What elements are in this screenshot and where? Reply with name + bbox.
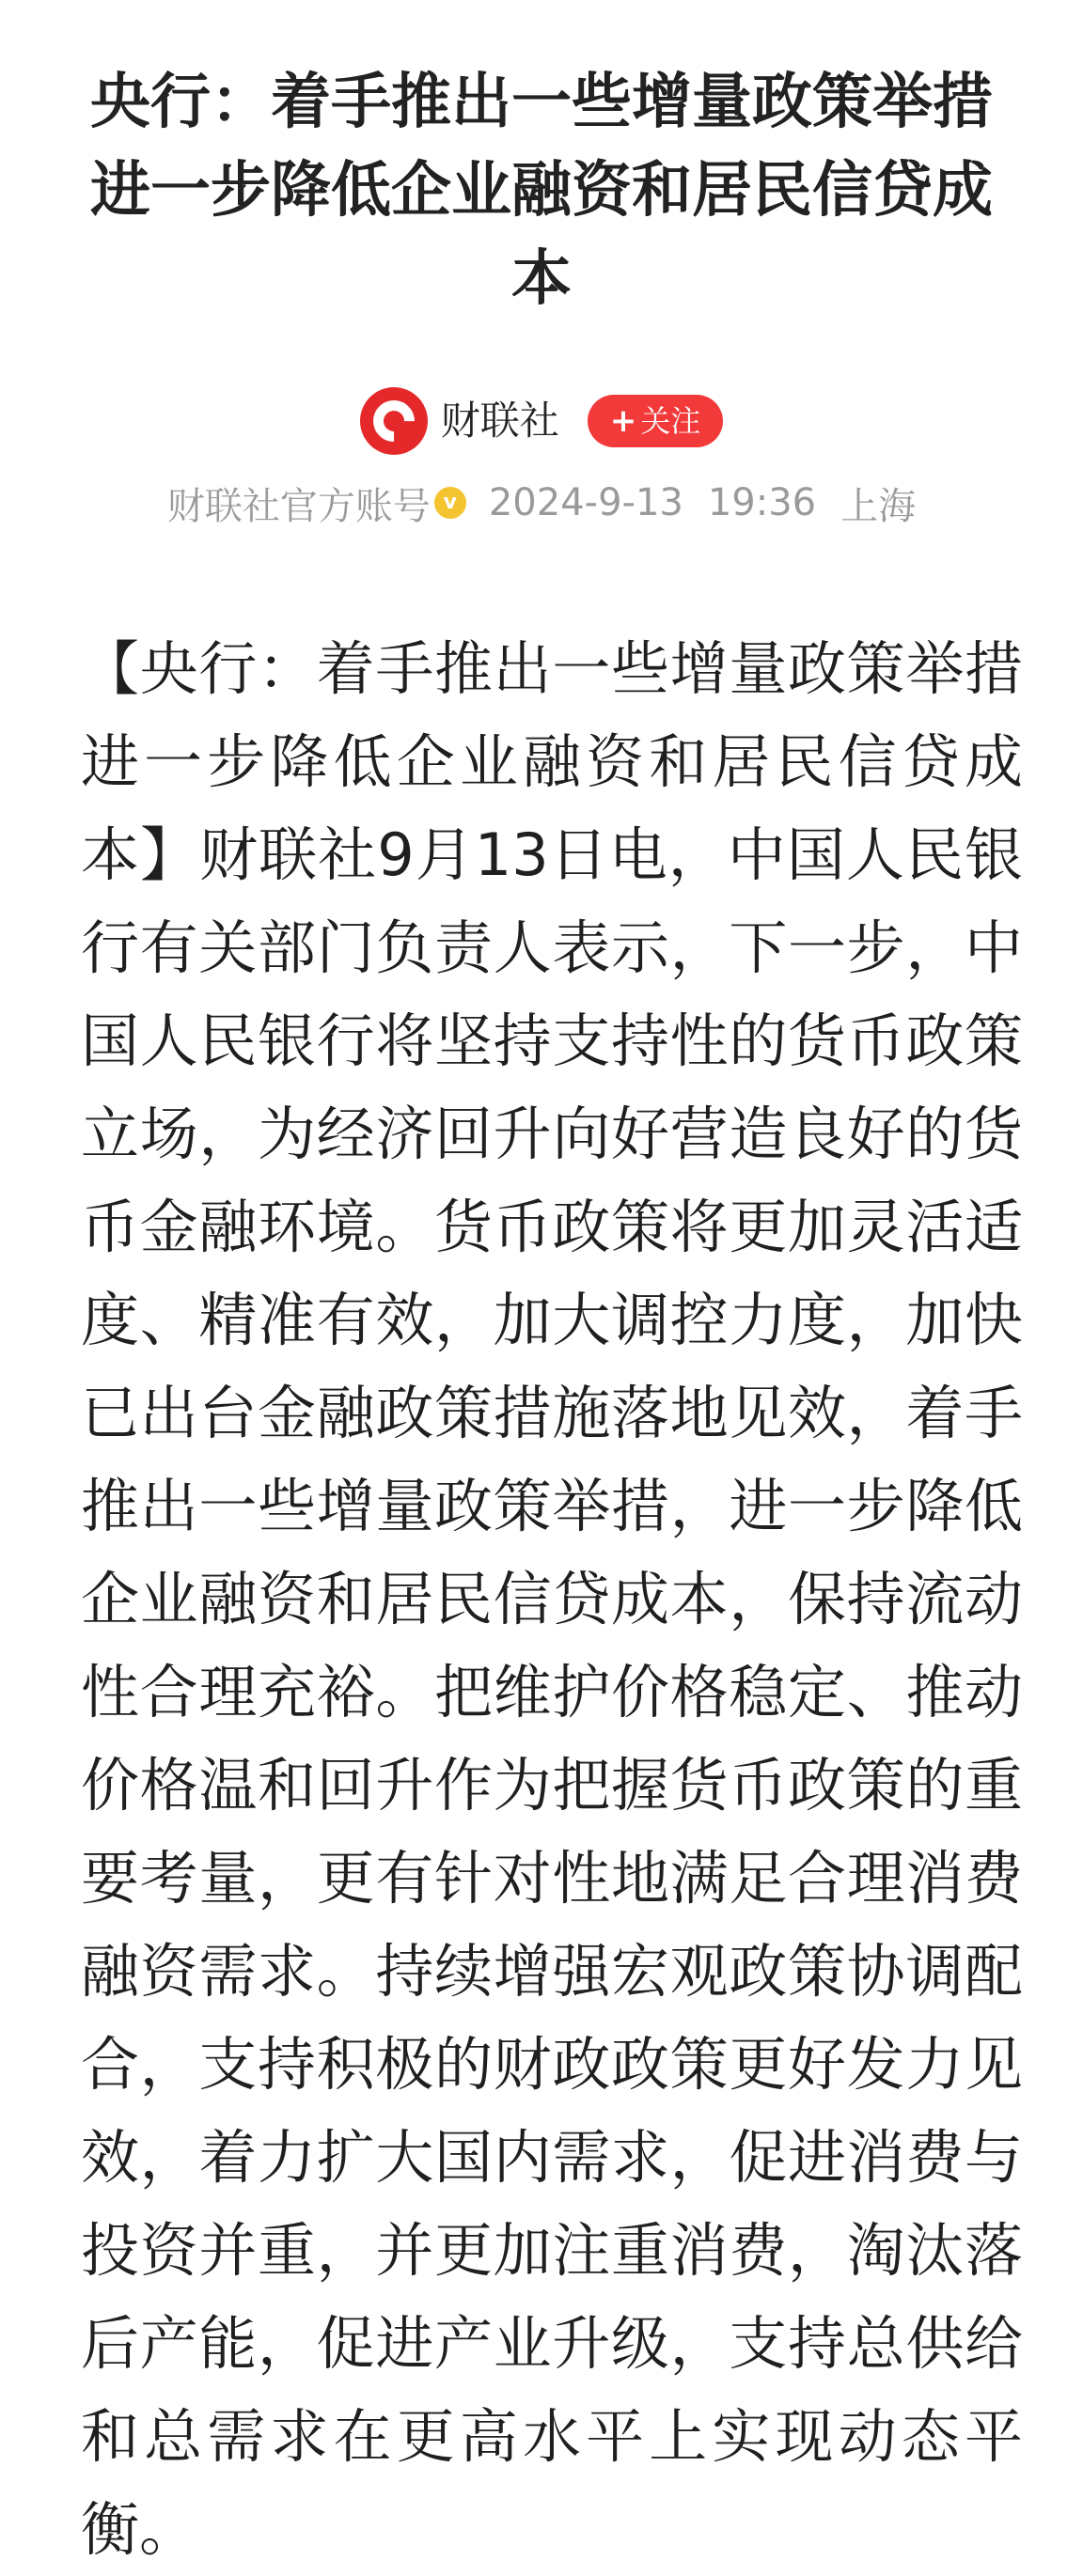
source-row	[0, 385, 1083, 457]
article-meta	[0, 475, 1083, 531]
source-name[interactable]: 财联社	[440, 398, 559, 444]
publish-location: 上海	[840, 484, 917, 528]
article-title: 央行：着手推出一些增量政策举措进一步降低企业融资和居民信贷成本	[90, 68, 993, 314]
article-body: 【央行：着手推出一些增量政策举措进一步降低企业融资和居民信贷成本】财联社9月13日电，中国人民银行有关部门负责人表示，下一步，中国人民银行将坚持支持性的货币政策立场，为经济回升向好营造良好的货币金融环境。货币政策将更加灵活适度、精准有效，加大调控力度，加快已出台金融政策措施落地见效，着手推出一些增量政策举措，进一步降低企业融资和居民信贷成本，保持流动性合理充裕。把维护价格稳定、推动价格温和回升作为把握货币政策的重要考量，更有针对性地满足合理消费融资需求。持续增强宏观政策协调配合，支持积极的财政政策更好发力见效，着力扩大国内需求，促进消费与投资并重，并更加注重消费，淘汰落后产能，促进产业升级，支持总供给和总需求在更高水平上实现动态平衡。	[81, 634, 1023, 2564]
publish-time: 19:36	[707, 481, 817, 524]
follow-button[interactable]	[588, 395, 724, 447]
follow-button-label: 关注	[640, 403, 701, 439]
plus-icon: +	[609, 402, 637, 440]
verified-badge-icon: v	[434, 487, 466, 519]
cailianshe-logo-icon[interactable]	[360, 387, 428, 455]
publish-date: 2024-9-13	[488, 481, 683, 524]
account-label: 财联社官方账号	[166, 484, 431, 528]
